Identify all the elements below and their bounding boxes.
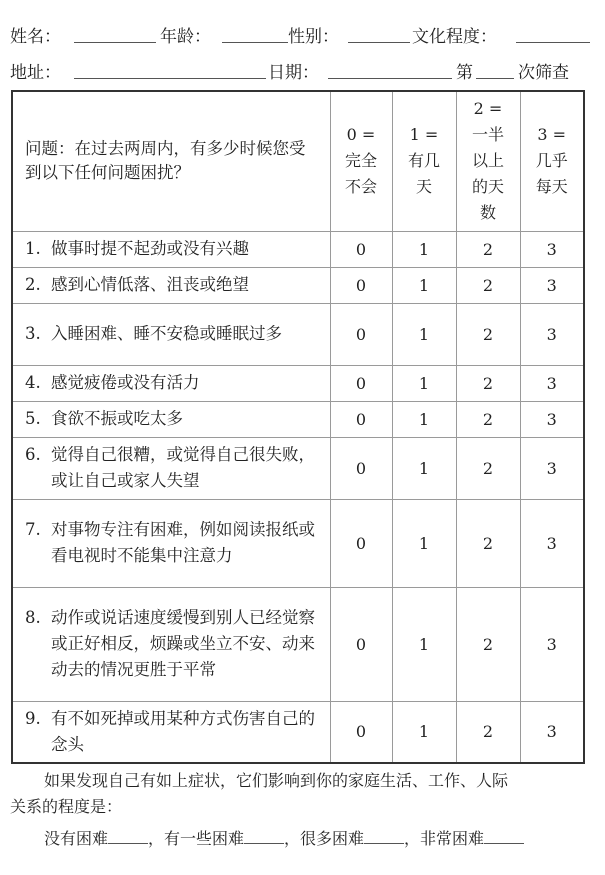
score-option[interactable]: 0: [330, 587, 392, 701]
header-row-2: [10, 58, 595, 84]
item-text: 感觉疲倦或没有活力: [51, 373, 200, 392]
name-field[interactable]: [74, 42, 156, 43]
impact-option-blank[interactable]: [108, 828, 148, 844]
impact-option-label: 没有困难: [44, 829, 109, 848]
score-option[interactable]: 1: [392, 267, 456, 303]
impact-question-line2: 关系的程度是：: [10, 797, 123, 816]
score-option[interactable]: 0: [330, 365, 392, 401]
column-header-2: [456, 91, 520, 231]
item-number: 6.: [25, 445, 41, 464]
table-row: [12, 365, 584, 401]
column-value: 3 =: [537, 125, 567, 145]
score-option[interactable]: 1: [392, 587, 456, 701]
item-number: 7.: [25, 520, 41, 539]
score-option[interactable]: 3: [520, 401, 584, 437]
item-text: 觉得自己很糟，或觉得自己很失败，或让自己或家人失望: [51, 445, 315, 490]
score-option[interactable]: 2: [456, 587, 520, 701]
score-option[interactable]: 0: [330, 437, 392, 499]
score-option[interactable]: 3: [520, 437, 584, 499]
impact-option-blank[interactable]: [244, 828, 284, 844]
column-label-line: 一半: [471, 125, 504, 145]
table-row: [12, 499, 584, 587]
item-question: [12, 499, 330, 587]
score-option[interactable]: 1: [392, 401, 456, 437]
impact-option-blank[interactable]: [364, 828, 404, 844]
name-label: 姓名：: [10, 27, 61, 47]
table-row: [12, 267, 584, 303]
score-option[interactable]: 3: [520, 587, 584, 701]
score-option[interactable]: 2: [456, 401, 520, 437]
column-header-3: [520, 91, 584, 231]
item-text: 有不如死掉或用某种方式伤害自己的念头: [51, 708, 315, 754]
item-question: [12, 401, 330, 437]
score-option[interactable]: 2: [456, 437, 520, 499]
impact-footer: [10, 768, 590, 852]
score-option[interactable]: 3: [520, 701, 584, 763]
score-option[interactable]: 3: [520, 499, 584, 587]
score-option[interactable]: 3: [520, 267, 584, 303]
column-label-line: 的天: [471, 177, 504, 197]
score-option[interactable]: 0: [330, 267, 392, 303]
column-label-line: 不会: [344, 177, 377, 197]
column-label-line: 数: [479, 203, 496, 223]
score-option[interactable]: 0: [330, 401, 392, 437]
column-header-0: [330, 91, 392, 231]
item-text: 食欲不振或吃太多: [51, 409, 183, 428]
item-text: 入睡困难、睡不安稳或睡眠过多: [51, 324, 282, 343]
age-field[interactable]: [222, 42, 288, 43]
score-option[interactable]: 2: [456, 267, 520, 303]
column-value: 1 =: [409, 125, 439, 145]
score-option[interactable]: 0: [330, 303, 392, 365]
score-option[interactable]: 1: [392, 499, 456, 587]
date-label: 日期：: [268, 63, 319, 83]
item-question: [12, 437, 330, 499]
column-header-1: [392, 91, 456, 231]
screening-ordinal-prefix: 第: [456, 63, 473, 83]
impact-option-label: ，非常困难: [404, 829, 485, 848]
table-row: [12, 701, 584, 763]
column-label-line: 有几: [407, 151, 440, 171]
column-label-line: 以上: [471, 151, 504, 171]
date-field[interactable]: [328, 78, 452, 79]
impact-question-line1: 如果发现自己有如上症状，它们影响到你的家庭生活、工作、人际: [44, 771, 509, 790]
item-text: 感到心情低落、沮丧或绝望: [51, 275, 249, 294]
item-question: [12, 231, 330, 267]
header-row-1: [10, 22, 595, 48]
address-label: 地址：: [10, 63, 61, 83]
item-question: [12, 587, 330, 701]
screening-ordinal-suffix: 次筛查: [518, 63, 569, 83]
item-question: [12, 303, 330, 365]
score-option[interactable]: 3: [520, 303, 584, 365]
item-text: 做事时提不起劲或没有兴趣: [51, 239, 249, 258]
item-question: [12, 267, 330, 303]
impact-options: [10, 826, 590, 852]
item-number: 8.: [25, 608, 41, 627]
score-option[interactable]: 1: [392, 231, 456, 267]
table-row: [12, 437, 584, 499]
score-option[interactable]: 1: [392, 701, 456, 763]
column-value: 2 =: [473, 99, 503, 119]
age-label: 年龄：: [160, 27, 211, 47]
item-text: 对事物专注有困难，例如阅读报纸或看电视时不能集中注意力: [51, 520, 315, 565]
item-text: 动作或说话速度缓慢到别人已经觉察或正好相反，烦躁或坐立不安、动来动去的情况更胜于平常: [51, 608, 315, 679]
item-question: [12, 365, 330, 401]
item-number: 3.: [25, 324, 41, 343]
score-option[interactable]: 2: [456, 701, 520, 763]
column-label-line: 完全: [344, 151, 377, 171]
score-option[interactable]: 1: [392, 303, 456, 365]
item-number: 1.: [25, 239, 41, 258]
score-option[interactable]: 3: [520, 365, 584, 401]
score-option[interactable]: 2: [456, 303, 520, 365]
address-field[interactable]: [74, 78, 266, 79]
score-option[interactable]: 3: [520, 231, 584, 267]
column-value: 0 =: [346, 125, 376, 145]
item-question: [12, 701, 330, 763]
item-number: 9.: [25, 708, 41, 728]
score-option[interactable]: 1: [392, 437, 456, 499]
score-option[interactable]: 2: [456, 499, 520, 587]
score-option[interactable]: 0: [330, 499, 392, 587]
table-row: [12, 587, 584, 701]
score-option[interactable]: 1: [392, 365, 456, 401]
column-label-line: 几乎: [535, 151, 568, 171]
question-header: 问题：在过去两周内，有多少时候您受到以下任何问题困扰？: [12, 91, 330, 231]
education-label: 文化程度：: [412, 27, 497, 47]
column-label-line: 每天: [535, 177, 568, 197]
phq9-table: [11, 90, 585, 764]
table-row: [12, 231, 584, 267]
impact-option-label: ，很多困难: [284, 829, 365, 848]
item-rows: [12, 231, 584, 763]
screening-number-field[interactable]: [476, 78, 514, 79]
item-number: 2.: [25, 275, 41, 294]
table-header-row: [12, 91, 584, 231]
item-number: 5.: [25, 409, 41, 428]
education-field[interactable]: [516, 42, 590, 43]
score-option[interactable]: 2: [456, 231, 520, 267]
score-option[interactable]: 0: [330, 701, 392, 763]
gender-field[interactable]: [348, 42, 410, 43]
item-number: 4.: [25, 373, 41, 392]
column-label-line: 天: [415, 177, 432, 197]
impact-option-label: ，有一些困难: [148, 829, 245, 848]
score-option[interactable]: 0: [330, 231, 392, 267]
gender-label: 性别：: [288, 27, 339, 47]
table-row: [12, 303, 584, 365]
score-option[interactable]: 2: [456, 365, 520, 401]
impact-option-blank[interactable]: [484, 828, 524, 844]
table-row: [12, 401, 584, 437]
